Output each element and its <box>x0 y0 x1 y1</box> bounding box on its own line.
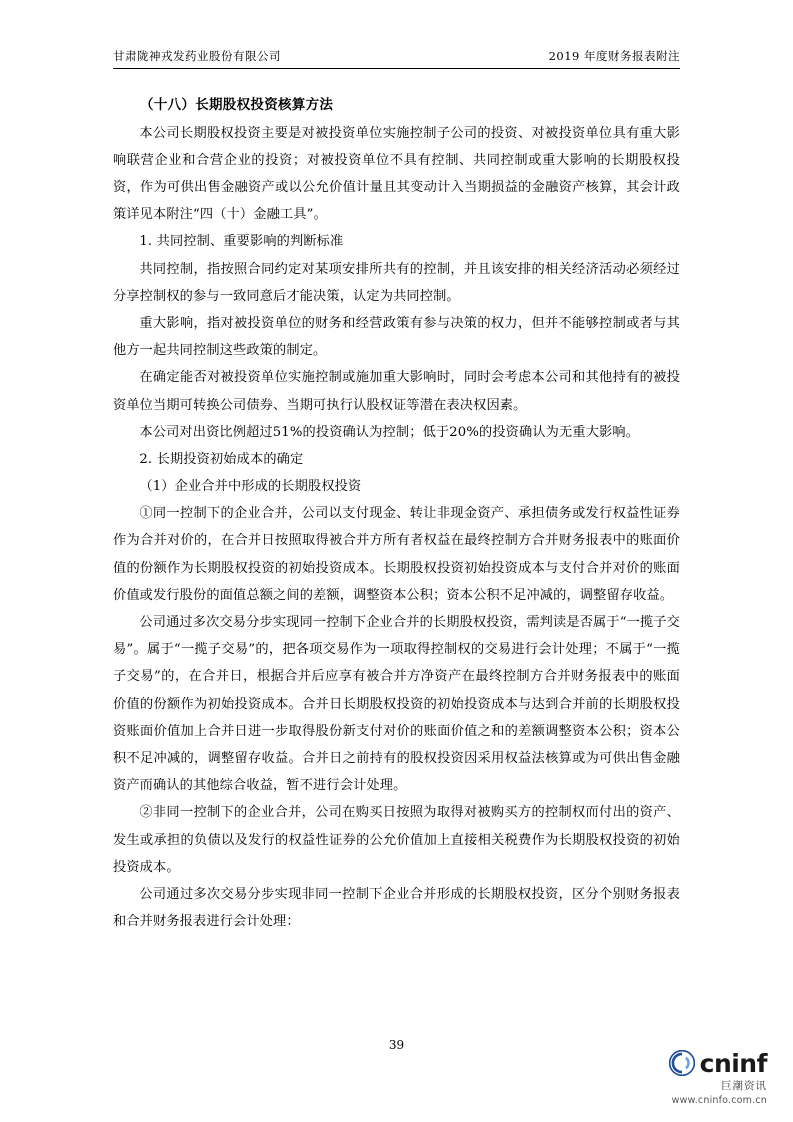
paragraph: 重大影响，指对被投资单位的财务和经营政策有参与决策的权力，但并不能够控制或者与其他方一起共同控制这些政策的制定。 <box>113 315 680 359</box>
header-company-name: 甘肃陇神戎发药业股份有限公司 <box>113 49 281 63</box>
page-number: 39 <box>388 1038 405 1052</box>
paragraph: 2. 长期投资初始成本的确定 <box>139 451 304 467</box>
header-report-title: 2019 年度财务报表附注 <box>548 49 680 63</box>
paragraph: 在确定能否对被投资单位实施控制或施加重大影响时，同时会考虑本公司和其他持有的被投资单位当期可转换公司债券、当期可执行认股权证等潜在表决权因素。 <box>113 370 680 413</box>
document-content <box>113 92 680 935</box>
paragraph: 1. 共同控制、重要影响的判断标准 <box>139 234 344 250</box>
logo-url: www.cninfo.com.cn <box>671 1095 767 1106</box>
logo-subtitle: 巨潮资讯 <box>721 1080 767 1092</box>
section-title: （十八）长期股权投资核算方法 <box>140 97 334 113</box>
paragraph: ②非同一控制下的企业合并，公司在购买日按照为取得对被购买方的控制权而付出的资产、发生或承担的负债以及发行的权益性证券的公允价值加上直接相关税费作为长期股权投资的初始投资成本。 <box>113 805 680 875</box>
cninfo-logo <box>617 1050 767 1106</box>
logo-row <box>617 1050 767 1076</box>
cninfo-mark-icon <box>669 1050 695 1076</box>
page-header <box>113 48 680 69</box>
paragraph: 本公司对出资比例超过51%的投资确认为控制；低于20%的投资确认为无重大影响。 <box>139 424 640 440</box>
paragraph: 公司通过多次交易分步实现非同一控制下企业合并形成的长期股权投资，区分个别财务报表和合并财务报表进行会计处理： <box>113 886 680 930</box>
logo-wordmark: cninf <box>699 1048 767 1078</box>
paragraph: 共同控制，指按照合同约定对某项安排所共有的控制，并且该安排的相关经济活动必须经过分享控制权的参与一致同意后才能决策，认定为共同控制。 <box>113 261 680 304</box>
paragraph: 本公司长期股权投资主要是对被投资单位实施控制子公司的投资、对被投资单位具有重大影响联营企业和合营企业的投资；对被投资单位不具有控制、共同控制或重大影响的长期股权投资，作为可供出售金融资产或以公允价值计量且其变动计入当期损益的金融资产核算，其会计政策详见本附注“四（十）金融工具”。 <box>113 125 680 223</box>
paragraph: （1）企业合并中形成的长期股权投资 <box>139 479 362 495</box>
paragraph: 公司通过多次交易分步实现同一控制下企业合并的长期股权投资，需判读是否属于“一揽子交易”。属于“一揽子交易”的，把各项交易作为一项取得控制权的交易进行会计处理；不属于“一揽子交易”的，在合并日，根据合并后应享有被合并方净资产在最终控制方合并财务报表中的账面价值的份额作为初始投资成本。合并日长期股权投资的初始投资成本与达到合并前的长期股权投资账面价值加上合并日进一步取得股份新支付对价的账面价值之和的差额调整资本公积；资本公积不足冲减的，调整留存收益。合并日之前持有的股权投资因采用权益法核算或为可供出售金融资产而确认的其他综合收益，暂不进行会计处理。 <box>113 615 680 794</box>
paragraph: ①同一控制下的企业合并，公司以支付现金、转让非现金资产、承担债务或发行权益性证券作为合并对价的，在合并日按照取得被合并方所有者权益在最终控制方合并财务报表中的账面价值的份额作为长期股权投资的初始投资成本。长期股权投资初始投资成本与支付合并对价的账面价值或发行股份的面值总额之间的差额，调整资本公积；资本公积不足冲减的，调整留存收益。 <box>113 506 680 603</box>
